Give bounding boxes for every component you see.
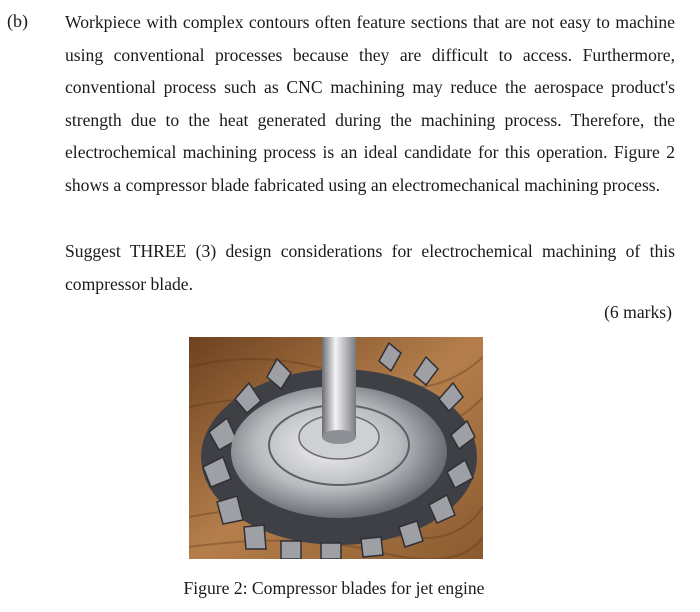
shaft [322,337,356,437]
marks-label: (6 marks) [604,302,672,322]
compressor-blade-illustration [189,337,483,559]
question-label: (b) [7,11,28,31]
question-paragraph-2: Suggest THREE (3) design considerations for electrochemical machining of this compressor blade. [65,241,675,294]
question-paragraph-1: Workpiece with complex contours often feature sections that are not easy to machine using conventional processes because they are difficult to access. Furthermore, conventional process such as CNC machining may reduce the aerospace product's strength due to the heat generated during the machining process. Therefore, the electrochemical machining process is an ideal candidate for this operation. Figure 2 shows a compressor blade fabricated using an electromechanical machining process. [65,12,675,195]
figure-caption: Figure 2: Compressor blades for jet engine [183,578,485,598]
compressor-blade-photo [189,337,483,559]
